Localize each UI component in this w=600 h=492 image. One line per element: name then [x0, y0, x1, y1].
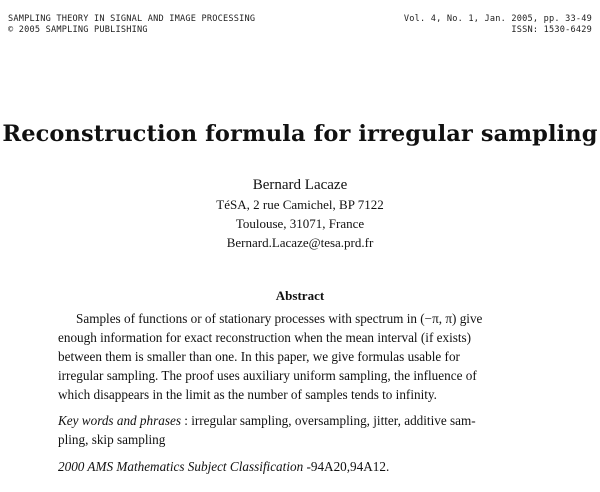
subject-classification	[58, 457, 600, 476]
keywords-block	[58, 411, 600, 449]
paper-title: Reconstruction formula for irregular sampling	[2, 121, 598, 147]
classification-label: 2000 AMS Mathematics Subject Classification	[58, 459, 304, 474]
keywords-line-1	[58, 411, 600, 430]
author-name: Bernard Lacaze	[252, 177, 348, 193]
abstract-line: between them is smaller than one. In this paper, we give formulas usable for	[58, 349, 460, 364]
address-line: Toulouse, 31071, France	[235, 216, 365, 231]
keywords-text: irregular sampling, oversampling, jitter, additive sam-	[191, 413, 476, 428]
journal-header-left	[8, 14, 255, 36]
journal-header-right	[404, 14, 592, 36]
issn: ISSN: 1530-6429	[511, 25, 592, 35]
author-block	[0, 176, 600, 252]
keywords-line-2: pling, skip sampling	[58, 432, 166, 447]
copyright-notice: © 2005 SAMPLING PUBLISHING	[8, 25, 148, 35]
volume-info: Vol. 4, No. 1, Jan. 2005, pp. 33-49	[403, 14, 592, 24]
affiliation-line: TéSA, 2 rue Camichel, BP 7122	[216, 197, 384, 212]
abstract-line: Samples of functions or of stationary processes with spectrum in (−π, π) give	[76, 311, 483, 326]
abstract-line: which disappears in the limit as the number of samples tends to infinity.	[58, 387, 437, 402]
classification-codes: -94A20,94A12.	[303, 459, 390, 474]
abstract-text	[58, 309, 600, 404]
keywords-label: Key words and phrases	[58, 413, 181, 428]
abstract-heading: Abstract	[275, 288, 325, 303]
abstract-line: irregular sampling. The proof uses auxiliary uniform sampling, the influence of	[58, 368, 477, 383]
journal-name: SAMPLING THEORY IN SIGNAL AND IMAGE PROCESSING	[8, 14, 256, 24]
author-email: Bernard.Lacaze@tesa.prd.fr	[226, 235, 374, 250]
keywords-separator: :	[180, 413, 192, 428]
abstract-line: enough information for exact reconstruction when the mean interval (if exists)	[58, 330, 472, 345]
